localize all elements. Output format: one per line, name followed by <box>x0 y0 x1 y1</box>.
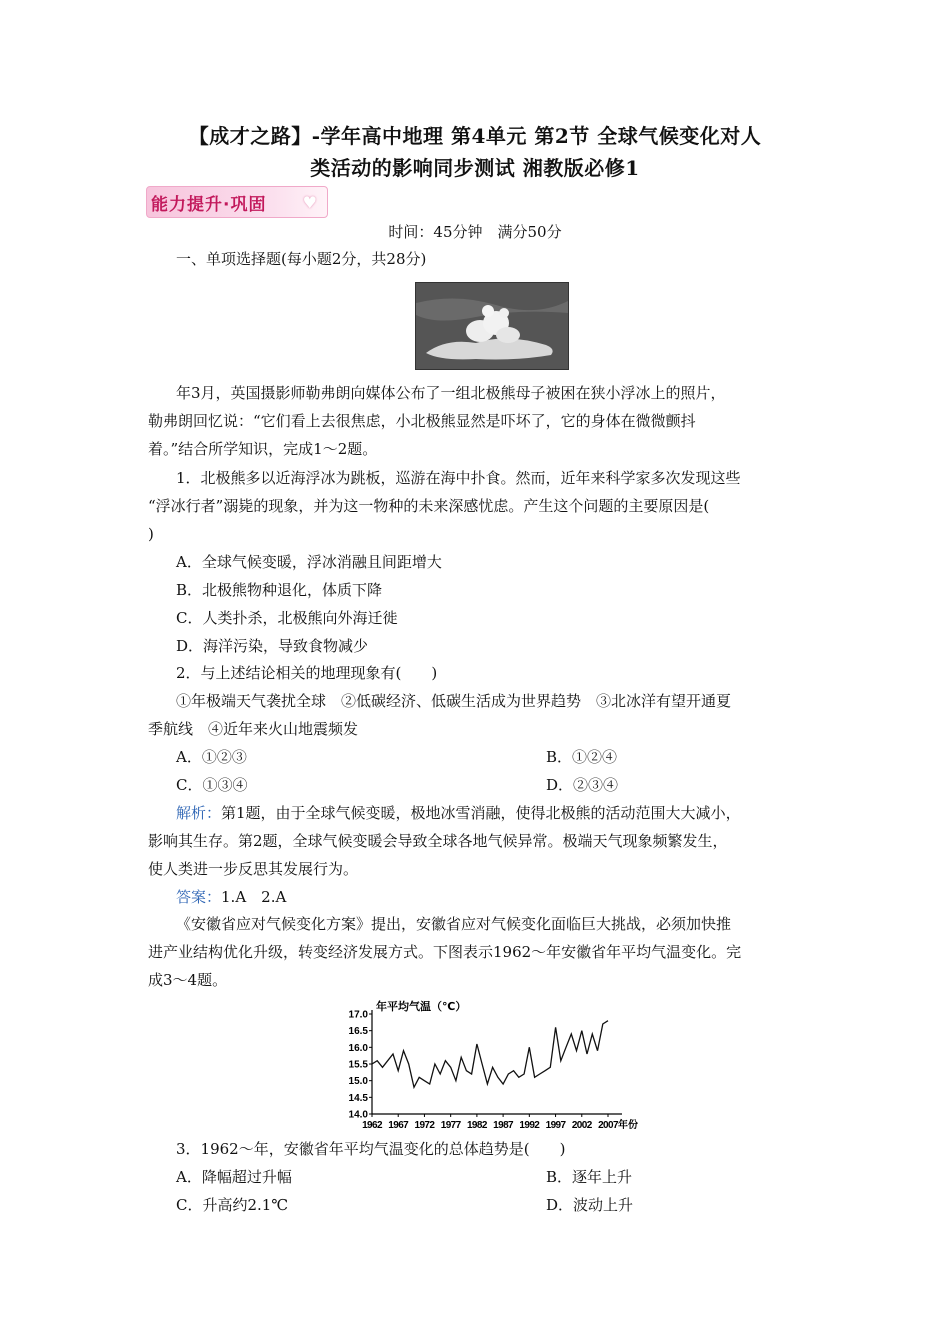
x-tick-label-4: 1982 <box>466 1120 487 1131</box>
q1-option-d: D．海洋污染，导致食物减少 <box>176 637 369 655</box>
analysis-line-2: 影响其生存。第2题，全球气候变暖会导致全球各地气候异常。极端天气现象频繁发生， <box>148 832 728 850</box>
section-badge <box>146 186 328 218</box>
y-tick-label-3: 15.5 <box>348 1059 368 1071</box>
q2-line-2: ①年极端天气袭扰全球 ②低碳经济、低碳生活成为世界趋势 ③北冰洋有望开通夏 <box>176 692 732 710</box>
y-tick-label-0: 14.0 <box>348 1109 368 1121</box>
q2-option-a: A．①②③ <box>176 748 247 766</box>
x-tick-label-7: 1997 <box>545 1120 566 1131</box>
q1-option-a: A．全球气候变暖，浮冰消融且间距增大 <box>176 553 442 571</box>
passage1-line-2: 勒弗朗回忆说：“它们看上去很焦虑，小北极熊显然是吓坏了，它的身体在微微颤抖 <box>148 412 696 430</box>
q2-option-d: D．②③④ <box>546 776 619 794</box>
q1-line-1: 1．北极熊多以近海浮冰为跳板，巡游在海中扑食。然而，近年来科学家多次发现这些 <box>176 469 741 487</box>
q1-option-b: B．北极熊物种退化，体质下降 <box>176 581 383 599</box>
q2-option-b: B．①②④ <box>546 748 618 766</box>
q1-line-3: ) <box>148 525 154 543</box>
x-tick-label-6: 1992 <box>519 1120 540 1131</box>
x-tick-label-2: 1972 <box>414 1120 435 1131</box>
answer-line <box>176 886 286 908</box>
chart-title: 年平均气温（℃） <box>376 1000 467 1013</box>
analysis-line-1 <box>176 802 741 824</box>
q3-option-a: A．降幅超过升幅 <box>176 1168 292 1186</box>
title-line-2: 类活动的影响同步测试 湘教版必修1 <box>310 156 640 180</box>
y-tick-label-2: 15.0 <box>348 1076 368 1088</box>
heart-icon: ♥ <box>302 193 317 212</box>
analysis-text-1: 第1题，由于全球气候变暖，极地冰雪消融，使得北极熊的活动范围大大减小， <box>221 804 741 822</box>
badge-label: 能力提升·巩固 <box>151 195 267 215</box>
x-axis-label: 年份 <box>618 1120 638 1131</box>
temperature-chart-svg <box>330 998 650 1136</box>
x-tick-label-9: 2007 <box>598 1120 618 1131</box>
q2-option-c: C．①③④ <box>176 776 248 794</box>
document-title <box>120 120 830 184</box>
passage2-line-2: 进产业结构优化升级，转变经济发展方式。下图表示1962～年安徽省年平均气温变化。完 <box>148 943 742 961</box>
answer-text: 1.A 2.A <box>221 888 287 906</box>
q3-option-c: C．升高约2.1℃ <box>176 1196 289 1214</box>
analysis-label: 解析： <box>176 804 222 822</box>
x-tick-label-8: 2002 <box>571 1120 592 1131</box>
time-info: 时间：45分钟 满分50分 <box>388 223 562 241</box>
q2-line-3: 季航线 ④近年来火山地震频发 <box>148 720 359 738</box>
passage2-line-1: 《安徽省应对气候变化方案》提出，安徽省应对气候变化面临巨大挑战，必须加快推 <box>176 915 732 933</box>
q2-line-1: 2．与上述结论相关的地理现象有( ) <box>176 664 438 682</box>
polar-bear-photo <box>415 282 569 370</box>
answer-label: 答案： <box>176 888 222 906</box>
x-tick-label-0: 1962 <box>362 1120 382 1131</box>
q1-line-2: “浮冰行者”溺毙的现象，并为这一物种的未来深感忧虑。产生这个问题的主要原因是( <box>148 497 710 515</box>
analysis-line-3: 使人类进一步反思其发展行为。 <box>148 860 359 878</box>
y-tick-label-6: 17.0 <box>348 1009 368 1021</box>
passage2-line-3: 成3～4题。 <box>148 971 228 989</box>
x-tick-label-1: 1967 <box>388 1120 409 1131</box>
y-tick-label-4: 16.0 <box>348 1042 368 1054</box>
temperature-chart <box>330 998 650 1136</box>
y-tick-label-1: 14.5 <box>348 1092 368 1104</box>
section-heading: 一、单项选择题(每小题2分，共28分) <box>176 250 427 268</box>
x-tick-label-3: 1977 <box>440 1120 461 1131</box>
passage1-line-1: 年3月，英国摄影师勒弗朗向媒体公布了一组北极熊母子被困在狭小浮冰上的照片， <box>176 384 726 402</box>
q3-line: 3．1962～年，安徽省年平均气温变化的总体趋势是( ) <box>176 1140 566 1158</box>
passage1-line-3: 着。”结合所学知识，完成1～2题。 <box>148 440 378 458</box>
title-line-1: 【成才之路】-学年高中地理 第4单元 第2节 全球气候变化对人 <box>188 124 762 148</box>
q3-option-d: D．波动上升 <box>546 1196 634 1214</box>
y-tick-label-5: 16.5 <box>348 1026 368 1038</box>
temperature-series-line <box>372 1021 608 1088</box>
q3-option-b: B．逐年上升 <box>546 1168 633 1186</box>
q1-option-c: C．人类扑杀，北极熊向外海迁徙 <box>176 609 398 627</box>
x-tick-label-5: 1987 <box>493 1120 514 1131</box>
